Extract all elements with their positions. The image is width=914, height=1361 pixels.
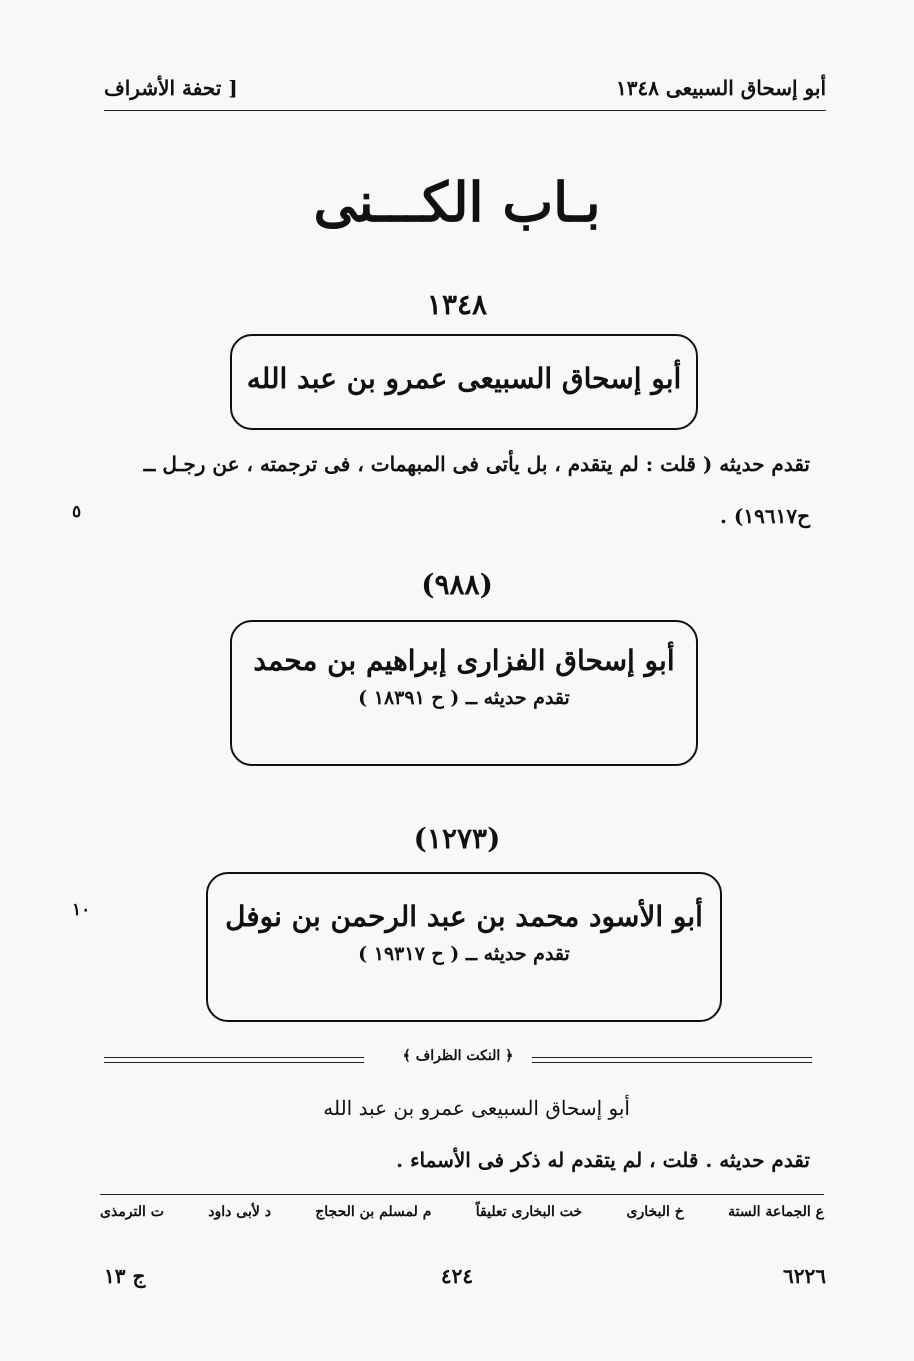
legend-rule <box>100 1194 824 1195</box>
notes-line: تقدم حديثه . قلت ، لم يتقدم له ذكر فى الأسماء . <box>396 1148 810 1172</box>
header-rule <box>104 110 826 111</box>
entry-number: (١٢٧٣) <box>413 822 501 855</box>
entry-box <box>230 620 698 766</box>
entry-name: أبو إسحاق الفزارى إبراهيم بن محمد <box>253 644 675 677</box>
entry-box <box>230 334 698 430</box>
entry-number: (٩٨٨) <box>421 568 493 601</box>
entry-name: أبو إسحاق السبيعى عمرو بن عبد الله <box>246 362 682 395</box>
abbreviation-legend <box>100 1204 824 1220</box>
legend-item: ت الترمذى <box>100 1204 164 1220</box>
margin-line-number: ٥ <box>72 502 82 522</box>
legend-item: خ البخارى <box>626 1204 684 1220</box>
entry-note: تقدم حديثه ــ ( ح ١٨٣٩١ ) <box>358 687 570 709</box>
legend-item: خت البخارى تعليقاً <box>475 1204 583 1220</box>
running-header-title: أبو إسحاق السبيعى ١٣٤٨ <box>615 76 826 100</box>
legend-item: د لأبى داود <box>208 1204 271 1220</box>
margin-line-number: ١٠ <box>72 900 91 920</box>
entry-note: تقدم حديثه ــ ( ح ١٩٣١٧ ) <box>358 943 570 965</box>
entry-paragraph-line: ح١٩٦١٧) . <box>719 504 810 528</box>
entry-name: أبو الأسود محمد بن عبد الرحمن بن نوفل <box>225 900 703 933</box>
footer-record-number: ٦٢٢٦ <box>783 1264 826 1288</box>
notes-line: أبو إسحاق السبيعى عمرو بن عبد الله <box>323 1096 630 1120</box>
legend-item: م لمسلم بن الحجاج <box>315 1204 432 1220</box>
separator-label: ﴿ النكت الظراف ﴾ <box>397 1048 520 1064</box>
entry-box <box>206 872 722 1022</box>
section-separator <box>104 1048 812 1068</box>
running-header-book: [ تحفة الأشراف <box>104 76 238 100</box>
legend-item: ع الجماعة الستة <box>728 1204 824 1220</box>
volume-number: ج ١٣ <box>104 1264 146 1288</box>
entry-paragraph-line: تقدم حديثه ( قلت : لم يتقدم ، بل يأتى فى المبهمات ، فى ترجمته ، عن رجـل ــ <box>143 452 810 476</box>
entry-number: ١٣٤٨ <box>426 288 488 321</box>
chapter-title: بـاب الكـــنى <box>313 170 601 234</box>
page-number: ٤٢٤ <box>440 1264 474 1288</box>
